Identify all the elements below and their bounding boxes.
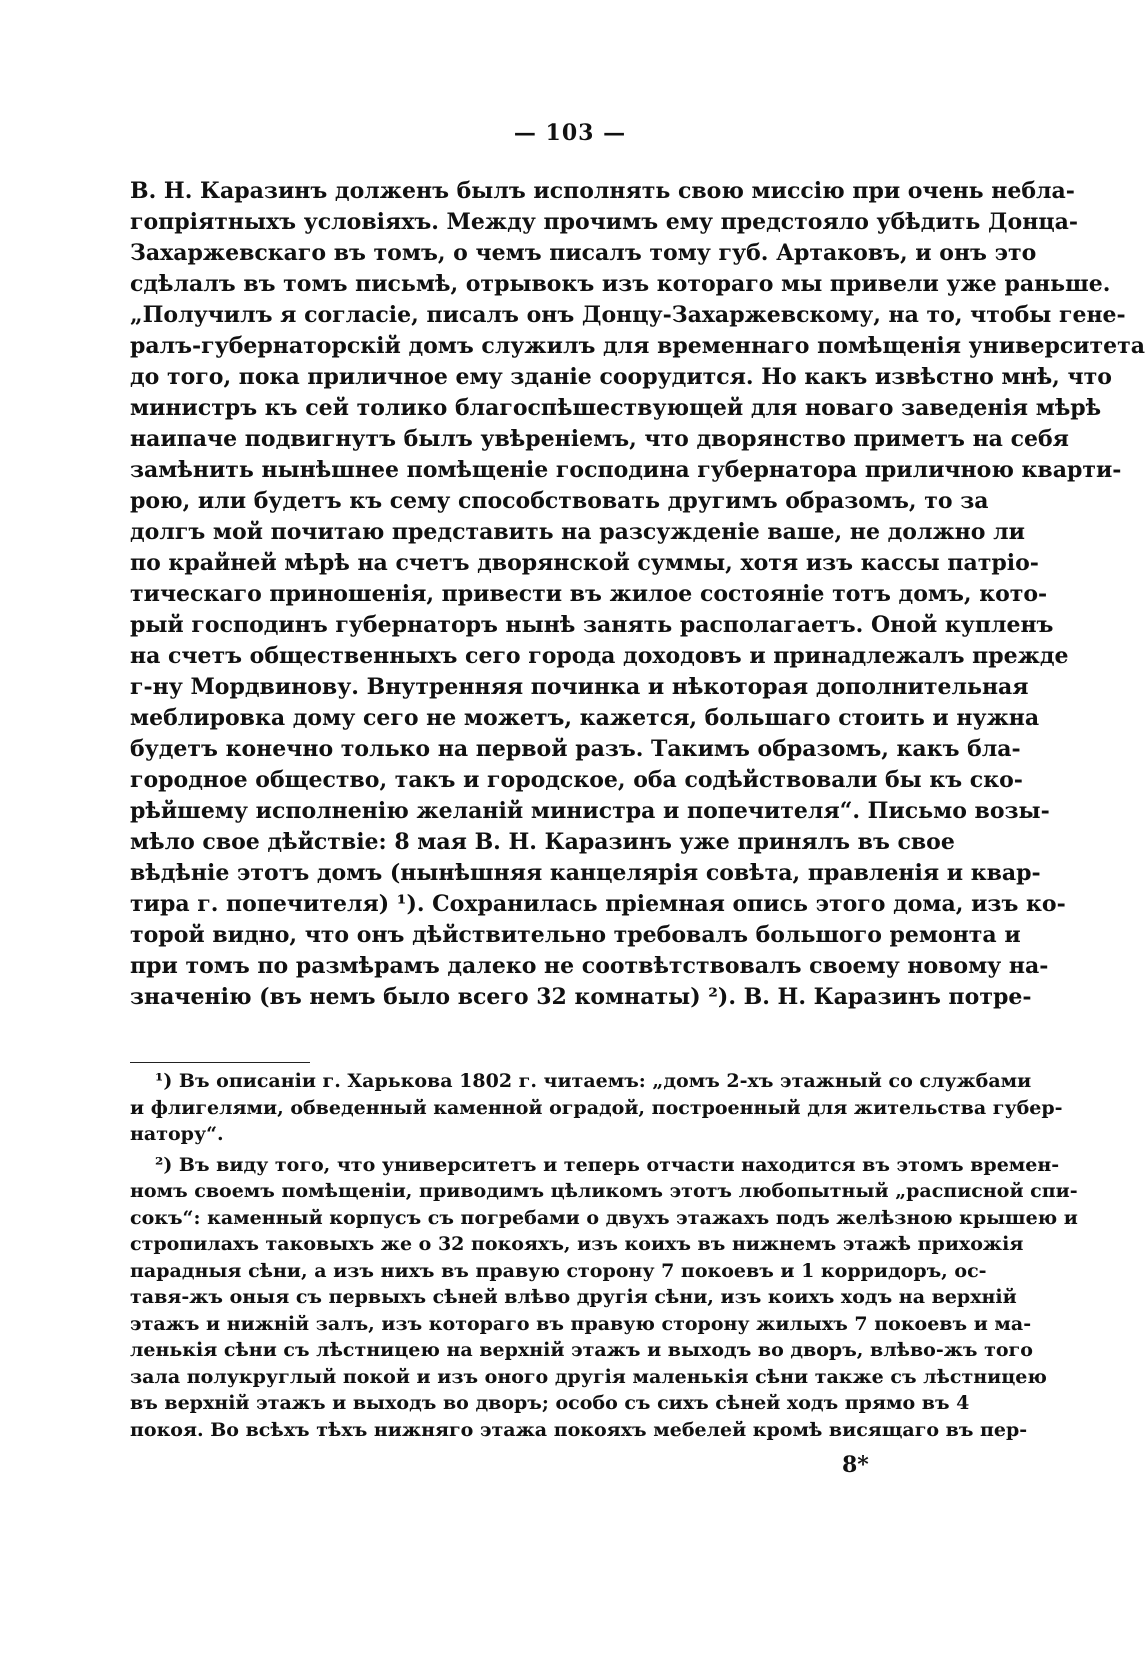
body-line: торой видно, что онъ дѣйствительно требовалъ большого ремонта и xyxy=(130,922,1021,948)
footnote-2-line: зала полукруглый покой и изъ оного другія маленькія сѣни также съ лѣстницею xyxy=(130,1365,1047,1388)
body-line: тическаго приношенія, привести въ жилое состояніе тотъ домъ, кото- xyxy=(130,581,1048,607)
footnote-2-line: въ верхній этажъ и выходъ во дворъ; особо съ сихъ сѣней ходъ прямо въ 4 xyxy=(130,1392,970,1414)
body-line: „Получилъ я согласіе, писалъ онъ Донцу-Захаржевскому, на то, чтобы гене- xyxy=(130,302,1126,328)
body-line: по крайней мѣрѣ на счетъ дворянской суммы, хотя изъ кассы патріо- xyxy=(130,550,1039,576)
body-line: ралъ-губернаторскій домъ служилъ для временнаго помѣщенія университета xyxy=(130,333,1145,359)
body-line: В. Н. Каразинъ долженъ былъ исполнять свою миссію при очень небла- xyxy=(130,178,1075,204)
footnote-2-line: ленькія сѣни съ лѣстницею на верхній этажъ и выходъ во дворъ, влѣво-жъ того xyxy=(130,1339,1033,1361)
body-line: меблировка дому сего не можетъ, кажется, большаго стоить и нужна xyxy=(130,705,1040,731)
body-line: Захаржевскаго въ томъ, о чемъ писалъ тому губ. Артаковъ, и онъ это xyxy=(130,240,1037,266)
footnote-2-line: ²) Въ виду того, что университетъ и теперь отчасти находится въ этомъ времен- xyxy=(155,1153,1060,1176)
footnote-separator xyxy=(130,1062,310,1063)
body-line: городное общество, такъ и городское, оба содѣйствовали бы къ ско- xyxy=(130,767,1023,793)
body-line: при томъ по размѣрамъ далеко не соотвѣтствовалъ своему новому на- xyxy=(130,953,1049,979)
body-line: значенію (въ немъ было всего 32 комнаты) ²). В. Н. Каразинъ потре- xyxy=(130,984,1032,1010)
body-line: рою, или будетъ къ сему способствовать другимъ образомъ, то за xyxy=(130,488,989,514)
signature-mark: 8* xyxy=(842,1452,869,1478)
footnote-1-line: ¹) Въ описаніи г. Харькова 1802 г. читаемъ: „домъ 2-хъ этажный со службами xyxy=(155,1070,1032,1092)
footnote-2 xyxy=(130,1152,1078,1444)
footnote-2-line: номъ своемъ помѣщеніи, приводимъ цѣликомъ этотъ любопытный „расписной спи- xyxy=(130,1180,1078,1202)
body-line: рый господинъ губернаторъ нынѣ занять располагаетъ. Оной купленъ xyxy=(130,612,1054,638)
footnote-1-line: натору“. xyxy=(130,1123,224,1145)
footnotes xyxy=(130,1068,1078,1443)
body-line: на счетъ общественныхъ сего города доходовъ и принадлежалъ прежде xyxy=(130,643,1069,669)
footnote-2-line: тавя-жъ оныя съ первыхъ сѣней влѣво другія сѣни, изъ коихъ ходъ на верхній xyxy=(130,1286,1017,1308)
body-line: министръ къ сей толико благоспѣшествующей для новаго заведенія мѣрѣ xyxy=(130,395,1102,421)
body-line: до того, пока приличное ему зданіе соорудится. Но какъ извѣстно мнѣ, что xyxy=(130,364,1112,390)
body-line: сдѣлалъ въ томъ письмѣ, отрывокъ изъ котораго мы привели уже раньше. xyxy=(130,271,1111,297)
body-line: гопріятныхъ условіяхъ. Между прочимъ ему предстояло убѣдить Донца- xyxy=(130,209,1078,235)
footnote-2-line: сокъ“: каменный корпусъ съ погребами о двухъ этажахъ подъ желѣзною крышею и xyxy=(130,1206,1078,1229)
body-line: наипаче подвигнутъ былъ увѣреніемъ, что дворянство приметъ на себя xyxy=(130,426,1069,452)
footnote-1 xyxy=(130,1068,1063,1148)
main-text xyxy=(130,176,1145,1013)
body-line: тира г. попечителя) ¹). Сохранилась пріемная опись этого дома, изъ ко- xyxy=(130,891,1066,917)
body-line: мѣло свое дѣйствіе: 8 мая В. Н. Каразинъ уже принялъ въ свое xyxy=(130,829,955,855)
footnote-2-line: покоя. Во всѣхъ тѣхъ нижняго этажа покояхъ мебелей кромѣ висящаго въ пер- xyxy=(130,1418,1028,1441)
body-line: замѣнить нынѣшнее помѣщеніе господина губернатора приличною кварти- xyxy=(130,457,1122,483)
footnote-2-line: стропилахъ таковыхъ же о 32 покояхъ, изъ коихъ въ нижнемъ этажѣ прихожія xyxy=(130,1233,1024,1255)
body-line: долгъ мой почитаю представить на разсужденіе ваше, не должно ли xyxy=(130,519,1025,545)
body-line: г-ну Мордвинову. Внутренняя починка и нѣкоторая дополнительная xyxy=(130,674,1029,700)
footnote-2-line: парадныя сѣни, а изъ нихъ въ правую сторону 7 покоевъ и 1 корридоръ, ос- xyxy=(130,1259,987,1282)
footnote-2-line: этажъ и нижній залъ, изъ котораго въ правую сторону жилыхъ 7 покоевъ и ма- xyxy=(130,1312,1032,1335)
body-line: рѣйшему исполненію желаній министра и попечителя“. Письмо возы- xyxy=(130,798,1050,824)
body-line: будетъ конечно только на первой разъ. Такимъ образомъ, какъ бла- xyxy=(130,736,1021,762)
body-line: вѣдѣніе этотъ домъ (нынѣшняя канцелярія совѣта, правленія и квар- xyxy=(130,860,1041,886)
page-number: — 103 — xyxy=(513,120,627,146)
footnote-1-line: и флигелями, обведенный каменной оградой, построенный для жительства губер- xyxy=(130,1096,1063,1119)
